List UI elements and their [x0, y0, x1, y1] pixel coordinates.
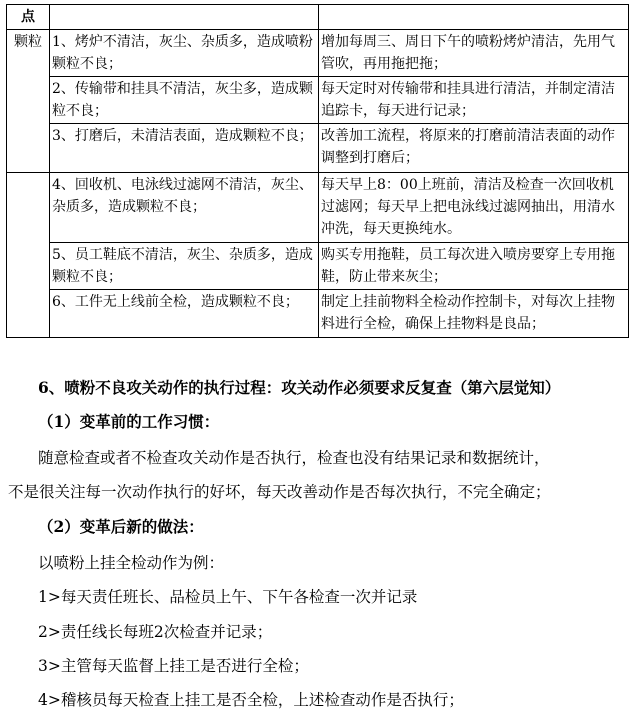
- cause-cell: 2、传输带和挂具不清洁，灰尘多，造成颗粒不良；: [50, 77, 319, 124]
- action-cell: 每天定时对传输带和挂具进行清洁，并制定清洁追踪卡，每天进行记录；: [319, 77, 629, 124]
- action-cell: 改善加工流程，将原来的打磨前清洁表面的动作调整到打磨后；: [319, 124, 629, 173]
- action-cell: 增加每周三、周日下午的喷粉烤炉清洁，先用气管吹，再用拖把拖；: [319, 30, 629, 77]
- table-row: [7, 173, 629, 243]
- subheading-after: （2）变革后新的做法：: [38, 517, 204, 536]
- group-label-cell: 颗粒: [7, 30, 50, 173]
- list-item: 3>主管每天监督上挂工是否进行全检；: [38, 657, 309, 675]
- group-empty-cell: [7, 173, 50, 338]
- cause-cell: 4、回收机、电泳线过滤网不清洁，灰尘、杂质多，造成颗粒不良；: [50, 173, 319, 243]
- section-heading: 6、喷粉不良攻关动作的执行过程：攻关动作必须要求反复查（第六层觉知）: [38, 378, 561, 397]
- table-row: [7, 77, 629, 124]
- table-row: [7, 30, 629, 77]
- subheading-before: （1）变革前的工作习惯：: [38, 412, 220, 431]
- table-row: [7, 124, 629, 173]
- table-header-row: [7, 5, 629, 30]
- list-item: 4>稽核员每天检查上挂工是否全检，上述检查动作是否执行；: [38, 691, 464, 709]
- list-item: 1>每天责任班长、品检员上午、下午各检查一次并记录: [38, 588, 418, 606]
- paragraph-line: 不是很关注每一次动作执行的好坏，每天改善动作是否每次执行，不完全确定；: [8, 483, 551, 501]
- cause-cell: 1、烤炉不清洁，灰尘、杂质多，造成喷粉颗粒不良；: [50, 30, 319, 77]
- header-action-cell: [319, 5, 629, 30]
- table-row: [7, 290, 629, 338]
- paragraph-line: 随意检查或者不检查攻关动作是否执行，检查也没有结果记录和数据统计，: [38, 449, 550, 467]
- cause-cell: 5、员工鞋底不清洁，灰尘、杂质多，造成颗粒不良；: [50, 243, 319, 290]
- action-cell: 每天早上8：00上班前，清洁及检查一次回收机过滤网；每天早上把电泳线过滤网抽出，用清水冲洗，每天更换纯水。: [319, 173, 629, 243]
- cause-cell: 6、工件无上线前全检，造成颗粒不良；: [50, 290, 319, 338]
- header-cause-cell: [50, 5, 319, 30]
- list-item: 2>责任线长每班2次检查并记录；: [38, 623, 273, 641]
- table-row: [7, 243, 629, 290]
- action-cell: 制定上挂前物料全检动作控制卡，对每次上挂物料进行全检，确保上挂物料是良品；: [319, 290, 629, 338]
- cause-cell: 3、打磨后，未清洁表面，造成颗粒不良；: [50, 124, 319, 173]
- action-cell: 购买专用拖鞋，员工每次进入喷房要穿上专用拖鞋，防止带来灰尘；: [319, 243, 629, 290]
- cause-action-table: [6, 4, 629, 338]
- example-line: 以喷粉上挂全检动作为例：: [38, 554, 225, 572]
- header-category-cell: 点: [7, 5, 50, 30]
